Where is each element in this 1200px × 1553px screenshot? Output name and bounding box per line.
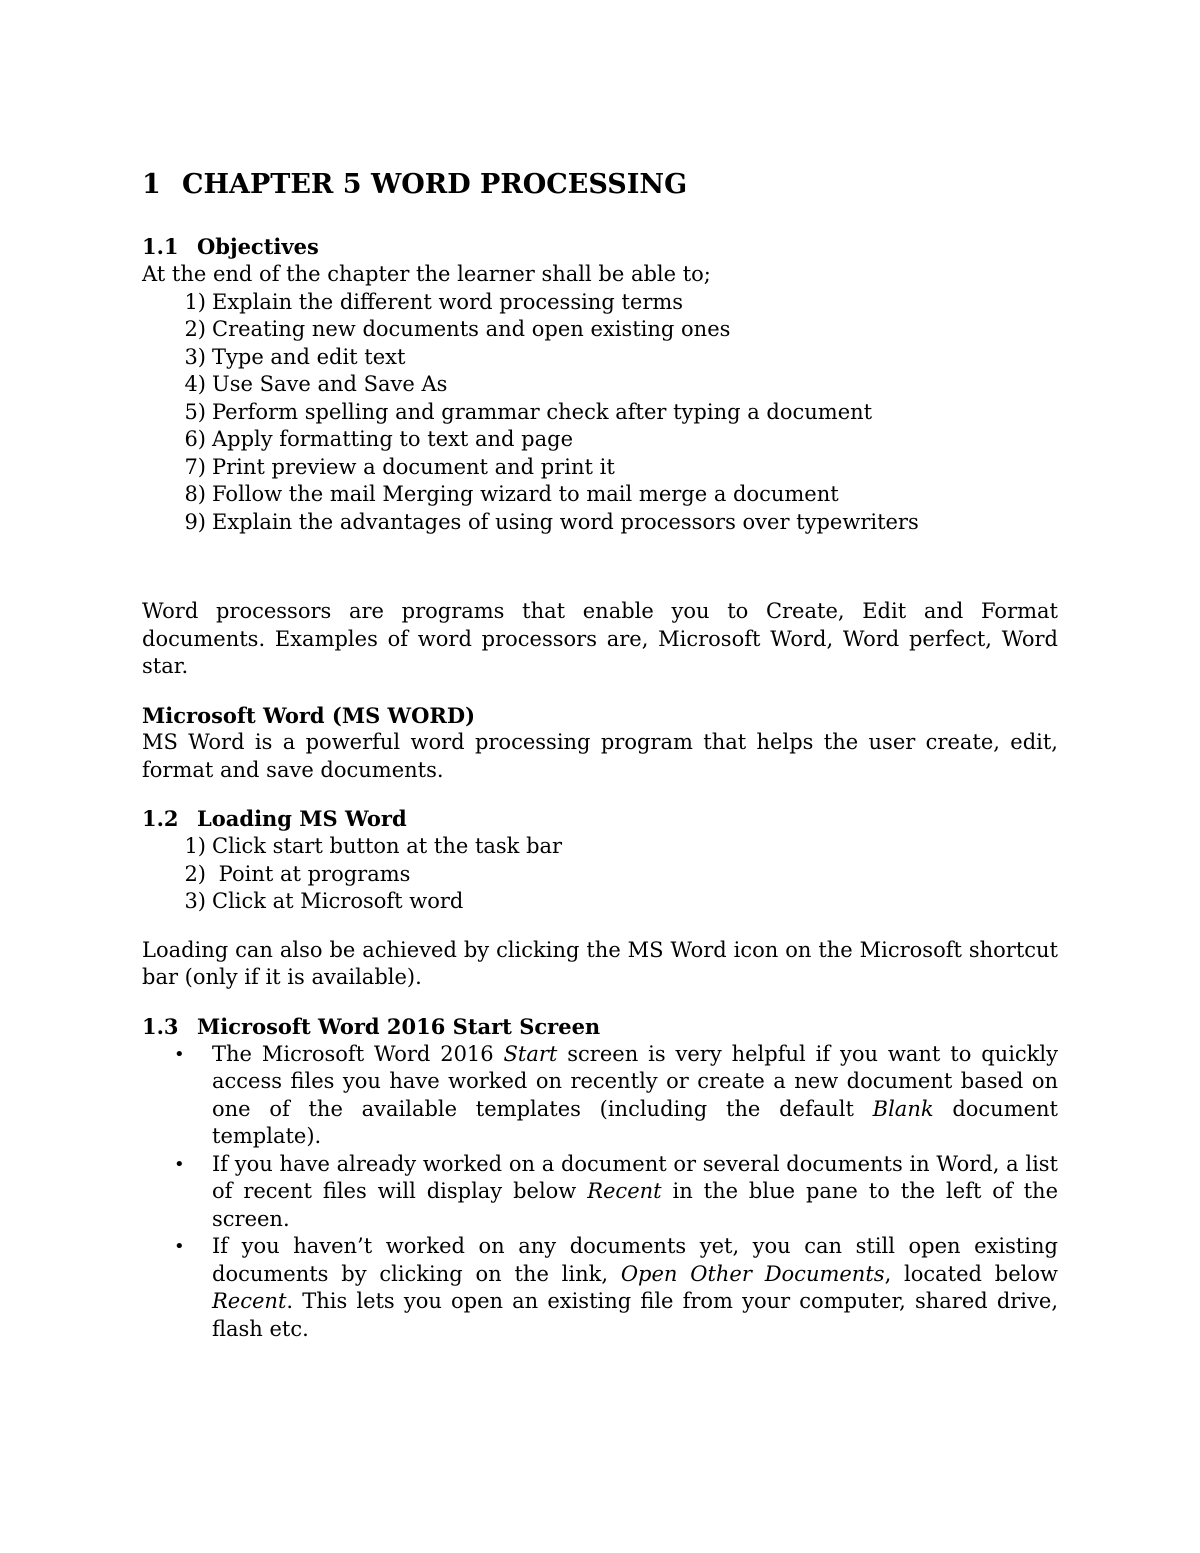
list-item: 2) Creating new documents and open existing ones bbox=[184, 317, 731, 341]
chapter-number: 1 bbox=[142, 169, 161, 200]
bullet-icon: • bbox=[174, 1153, 185, 1175]
section-number: 1.3 bbox=[142, 1013, 179, 1039]
loading-steps-list bbox=[142, 833, 1058, 916]
section-title: Microsoft Word 2016 Start Screen bbox=[197, 1013, 601, 1039]
document-page bbox=[142, 165, 1058, 1343]
section-number: 1.1 bbox=[142, 234, 179, 259]
list-item: • If you have already worked on a document or several documents in Word, a list of recent files will display below Recent in the blue pane to the left of the screen. bbox=[142, 1151, 1058, 1234]
intro-paragraph: Word processors are programs that enable you to Create, Edit and Format documents. Examples of word processors are, Microsoft Word, Word perfect, Word star. bbox=[142, 599, 1058, 678]
start-screen-bullets bbox=[142, 1041, 1058, 1344]
list-item: 9) Explain the advantages of using word processors over typewriters bbox=[184, 509, 919, 534]
list-item: 6) Apply formatting to text and page bbox=[184, 427, 574, 451]
chapter-title: CHAPTER 5 WORD PROCESSING bbox=[182, 169, 688, 200]
section-title: Loading MS Word bbox=[197, 806, 407, 831]
list-item: • The Microsoft Word 2016 Start screen is very helpful if you want to quickly access files you have worked on recently or create a new document based on one of the available templates (including the default Blank document template). bbox=[142, 1041, 1058, 1151]
objectives-intro: At the end of the chapter the learner shall be able to; bbox=[142, 262, 711, 286]
list-item: 5) Perform spelling and grammar check after typing a document bbox=[184, 399, 873, 424]
list-item: 1) Click start button at the task bar bbox=[184, 834, 563, 858]
bullet-icon: • bbox=[174, 1236, 185, 1257]
list-item: 3) Click at Microsoft word bbox=[184, 889, 464, 913]
loading-note: Loading can also be achieved by clicking the MS Word icon on the Microsoft shortcut bar (only if it is available). bbox=[142, 937, 1058, 989]
list-item: 4) Use Save and Save As bbox=[184, 372, 448, 396]
chapter-heading bbox=[142, 165, 1058, 205]
list-item: 1) Explain the different word processing terms bbox=[184, 289, 684, 314]
list-item: 8) Follow the mail Merging wizard to mail merge a document bbox=[184, 482, 839, 506]
ms-word-heading: Microsoft Word (MS WORD) bbox=[142, 702, 476, 728]
bullet-icon: • bbox=[174, 1043, 185, 1065]
objectives-list bbox=[142, 289, 1058, 537]
start-screen-heading bbox=[142, 1013, 1058, 1041]
list-item: • If you haven’t worked on any documents yet, you can still open existing documents by clicking on the link, Open Other Documents, located below Recent. This lets you open an existing file from your computer, shared drive, flash etc. bbox=[142, 1233, 1058, 1343]
list-item: 2) Point at programs bbox=[184, 861, 411, 886]
loading-heading bbox=[142, 805, 1058, 833]
section-number: 1.2 bbox=[142, 806, 179, 831]
list-item: 3) Type and edit text bbox=[184, 344, 406, 369]
ms-word-paragraph: MS Word is a powerful word processing program that helps the user create, edit, format and save documents. bbox=[142, 730, 1058, 782]
list-item: 7) Print preview a document and print it bbox=[184, 454, 615, 479]
objectives-heading bbox=[142, 233, 1058, 261]
section-title: Objectives bbox=[197, 234, 319, 259]
